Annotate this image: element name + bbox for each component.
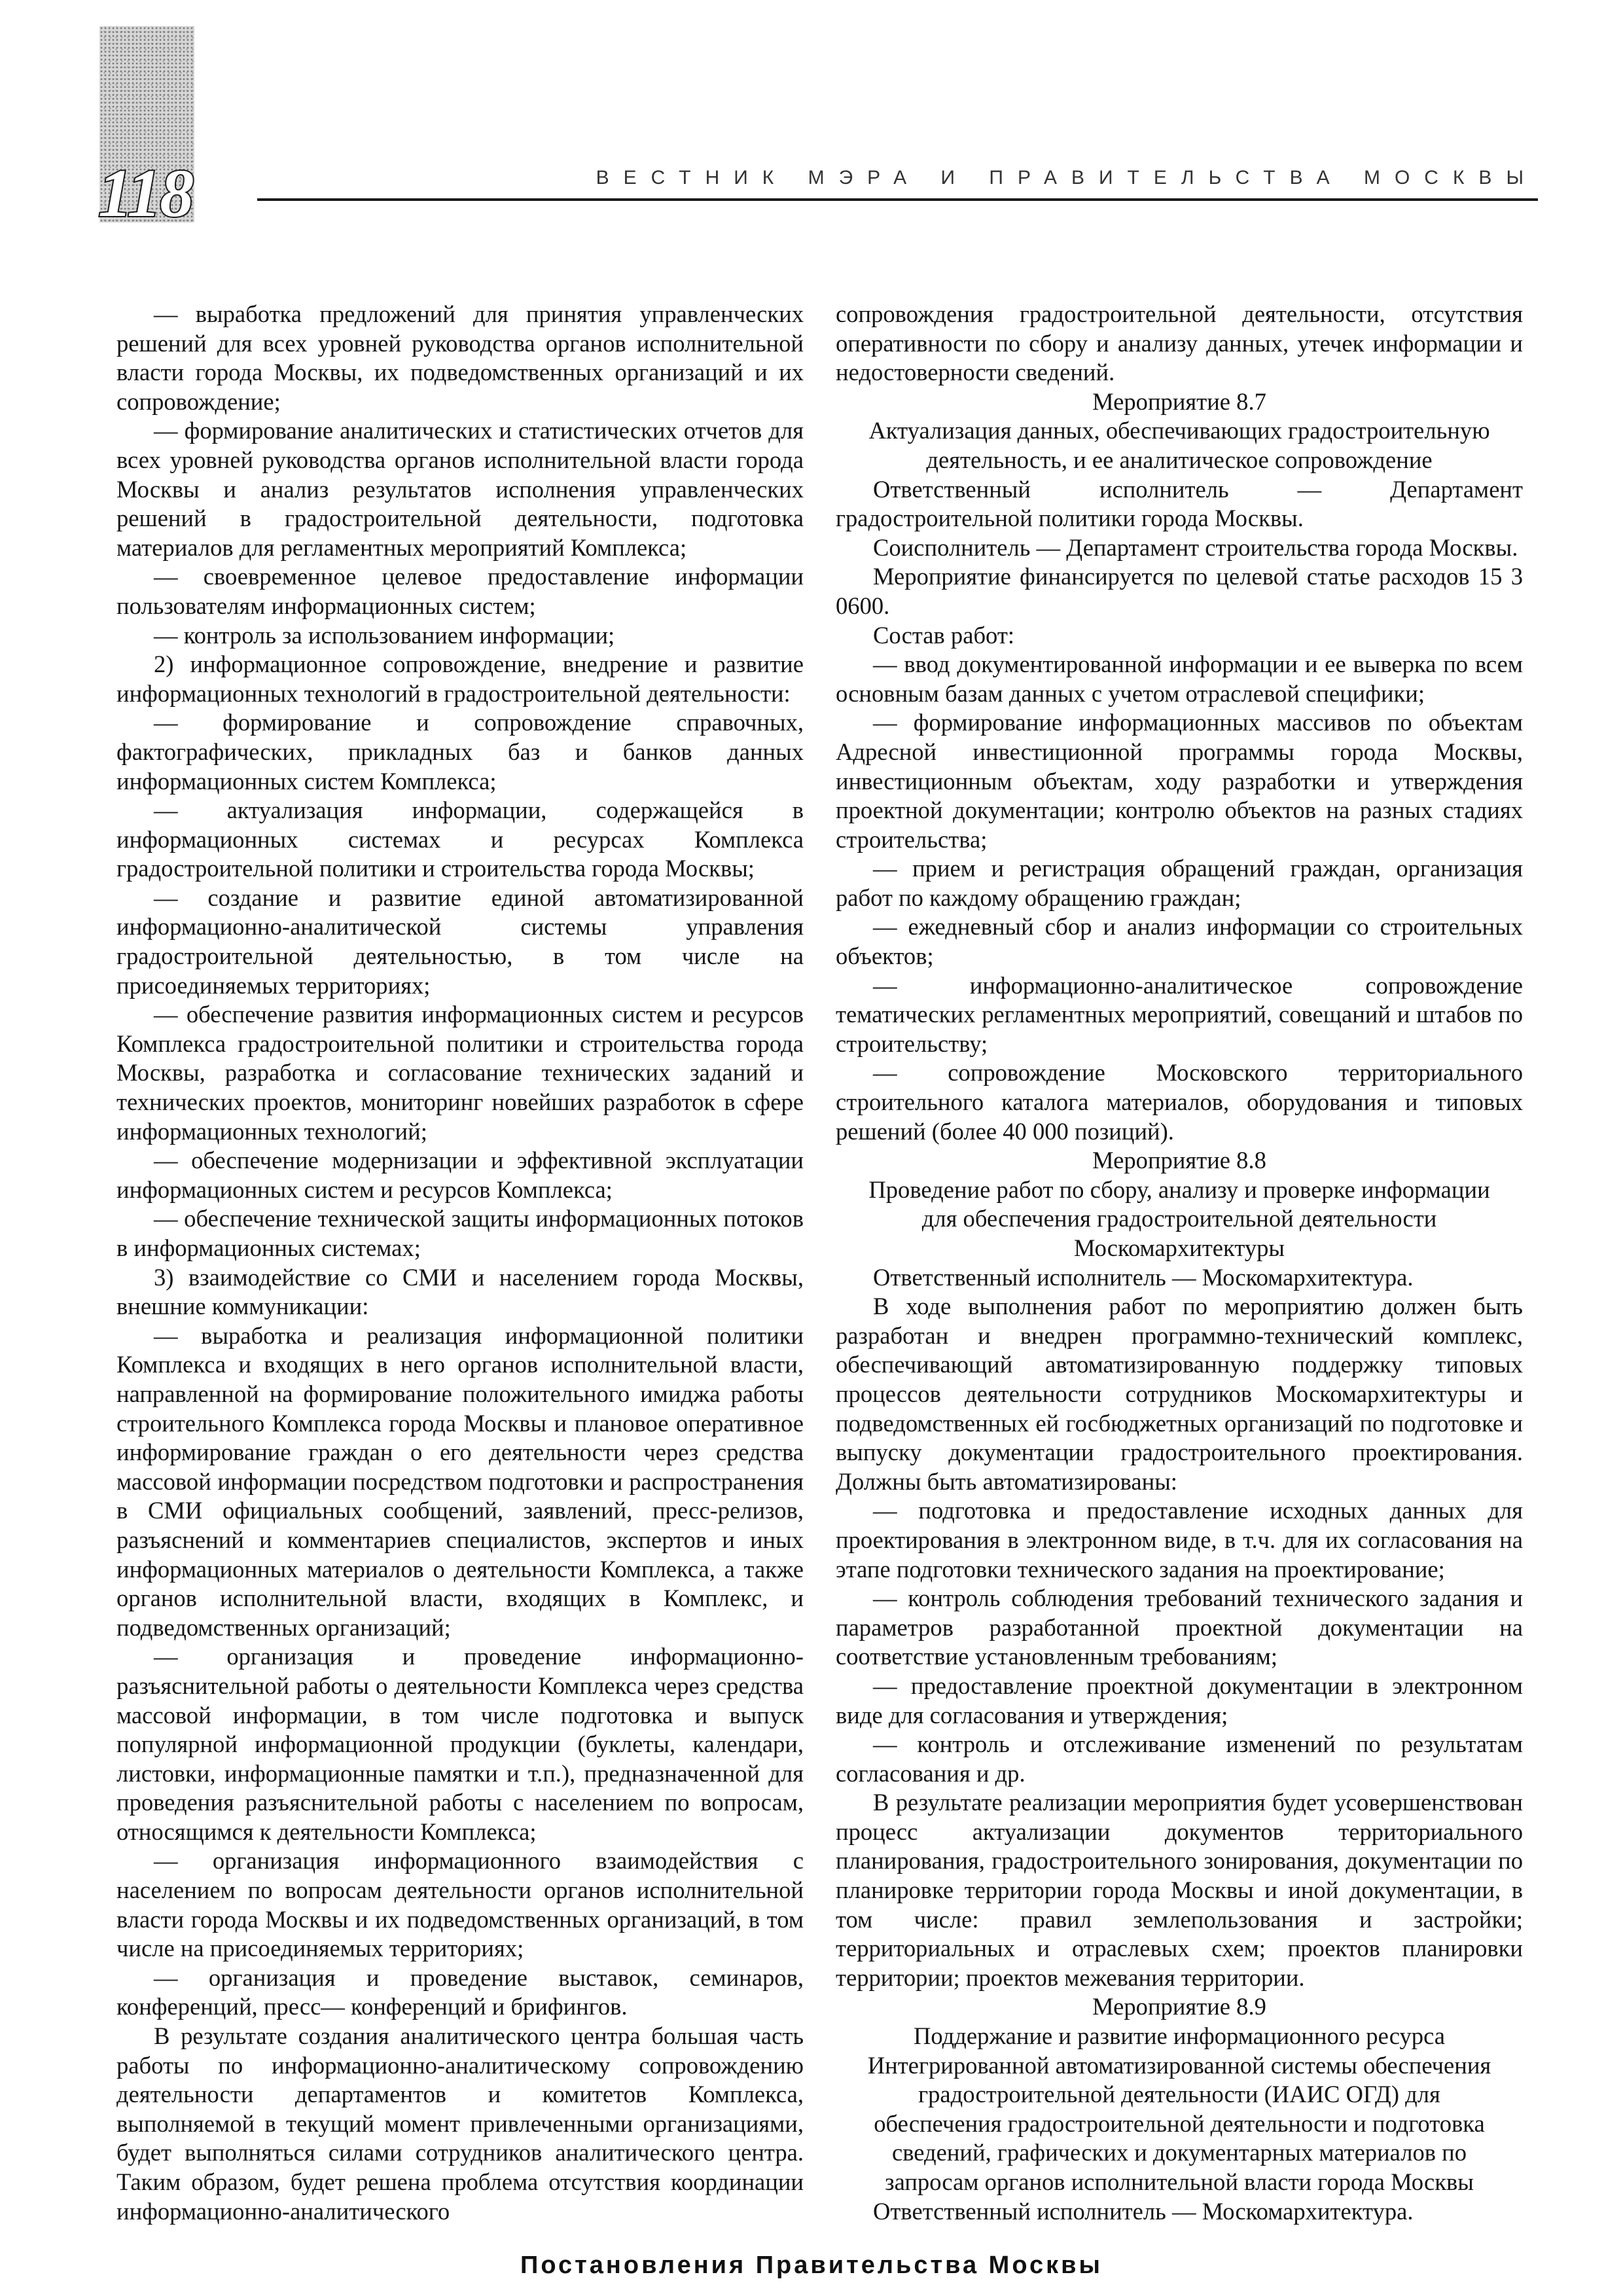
paragraph: В ходе выполнения работ по мероприятию должен быть разработан и внедрен программно-технический комплекс, обеспечивающий автоматизированную поддержку типовых процессов деятельности сотрудников Москомархитектуры и подведомственных ей госбюджетных организаций по подготовке и выпуску документации градостроительного проектирования. Должны быть автоматизированы: — [836, 1293, 1523, 1495]
header-divider — [257, 198, 1538, 201]
responsible-executor: Ответственный исполнитель — Москомархитектура. — [873, 1263, 1414, 1291]
paragraph: — организация информационного взаимодействия с населением по вопросам деятельности органов исполнительной власти города Москвы и их подведомственных организаций, в том числе на присоединяемых территориях; — [116, 1847, 804, 1962]
paragraph: — создание и развитие единой автоматизированной информационно-аналитической системы управления градостроительной деятельностью, в том числе на присоединяемых территориях; — [116, 884, 804, 999]
list-item: — ввод документированной информации и ее выверка по всем основным базам данных с учетом отраслевой специфики; — [836, 651, 1523, 707]
list-item: — сопровождение Московского территориального строительного каталога материалов, оборудования и типовых решений (более 40 000 позиций). — [836, 1059, 1523, 1145]
paragraph: — формирование и сопровождение справочных, фактографических, прикладных баз и банков данных информационных систем Комплекса; — [116, 709, 804, 795]
list-item: — предоставление проектной документации в электронном виде для согласования и утверждения; — [836, 1672, 1523, 1729]
co-executor: Соисполнитель — Департамент строительства города Москвы. — [873, 533, 1518, 561]
paragraph: — выработка и реализация информационной политики Комплекса и входящих в него органов исполнительной власти, направленной на формирование положительного имиджа работы строительного Комплекса города Москвы и плановое оперативное информирование граждан о его деятельности через средства массовой информации посредством подготовки и распространения в СМИ официальных сообщений, заявлений, пресс-релизов, разъяснений и комментариев специалистов, экспертов и иных информационных материалов о деятельности Комплекса, а также органов исполнительной власти, входящих в Комплекс, и подведомственных организаций; — [116, 1321, 804, 1641]
paragraph: В результате создания аналитического центра большая часть работы по информационно-аналитическому сопровождению деятельности департаментов и комитетов Комплекса, выполняемой в текущий момент привлеченными организациями, будет выполняться силами сотрудников аналитического центра. Таким образом, будет решена проблема отсутствия координации информационно-аналитического — [116, 2022, 804, 2225]
paragraph: — обеспечение технической защиты информационных потоков в информационных системах; — [116, 1205, 804, 1261]
paragraph: — организация и проведение выставок, семинаров, конференций, пресс— конференций и брифингов. — [116, 1964, 804, 2020]
paragraph: сопровождения градостроительной деятельности, отсутствия оперативности по сбору и анализу данных, утечек информации и недостоверности сведений. — [836, 300, 1523, 386]
measure-label: Мероприятие 8.9 — [1092, 1993, 1266, 2020]
list-item: — подготовка и предоставление исходных данных для проектирования в электронном виде, в т.ч. для их согласования на этапе подготовки технического задания на проектирование; — [836, 1497, 1523, 1583]
paragraph: — актуализация информации, содержащейся в информационных системах и ресурсах Комплекса градостроительной политики и строительства города Москвы; — [116, 797, 804, 882]
paragraph: 2) информационное сопровождение, внедрение и развитие информационных технологий в градостроительной деятельности: — [116, 651, 804, 707]
journal-title: ВЕСТНИК МЭРА И ПРАВИТЕЛЬСТВА МОСКВЫ — [596, 167, 1538, 188]
paragraph: — обеспечение развития информационных систем и ресурсов Комплекса градостроительной политики и строительства города Москвы, разработка и согласование технических заданий и технических проектов, мониторинг новейших разработок в сфере информационных технологий; — [116, 1001, 804, 1145]
measure-label: Мероприятие 8.7 — [1092, 387, 1266, 415]
right-column — [836, 300, 1523, 2226]
footer-title: Постановления Правительства Москвы — [520, 2251, 1103, 2279]
responsible-executor: Ответственный исполнитель — Москомархитектура. — [873, 2197, 1414, 2225]
paragraph: — формирование аналитических и статистических отчетов для всех уровней руководства органов исполнительной власти города Москвы и анализ результатов исполнения управленческих решений в градостроительной деятельности, подготовка материалов для регламентных мероприятий Комплекса; — [116, 417, 804, 561]
paragraph: — организация и проведение информационно-разъяснительной работы о деятельности Комплекса через средства массовой информации, в том числе подготовка и выпуск популярной информационной продукции (буклеты, календари, листовки, информационные памятки и т.п.), предназначенной для проведения разъяснительной работы с населением по вопросам, относящимся к деятельности Комплекса; — [116, 1643, 804, 1845]
paragraph: 3) взаимодействие со СМИ и населением города Москвы, внешние коммуникации: — [116, 1263, 804, 1320]
measure-label: Мероприятие 8.8 — [1092, 1147, 1266, 1174]
list-item: — информационно-аналитическое сопровождение тематических регламентных мероприятий, совещаний и штабов по строительству; — [836, 971, 1523, 1057]
paragraph: — выработка предложений для принятия управленческих решений для всех уровней руководства органов исполнительной власти города Москвы, их подведомственных организаций и их сопровождение; — [116, 300, 804, 415]
measure-title: Поддержание и развитие информационного ресурса Интегрированной автоматизированной системы обеспечения градостроительной деятельности (ИАИС ОГД) для обеспечения градостроительной деятельности и подготовка сведений, графических и документарных материалов по запросам органов исполнительной власти города Москвы — [867, 2022, 1491, 2195]
responsible-executor: Ответственный исполнитель — Департамент градостроительной политики города Москвы. — [836, 475, 1523, 532]
works-heading: Состав работ: — [873, 621, 1015, 649]
left-column — [116, 300, 804, 2226]
list-item: — прием и регистрация обращений граждан, организация работ по каждому обращению граждан; — [836, 855, 1523, 911]
page-number: 118 — [98, 156, 193, 231]
financing-note: Мероприятие финансируется по целевой статье расходов 15 3 0600. — [836, 563, 1523, 619]
list-item: — формирование информационных массивов по объектам Адресной инвестиционной программы города Москвы, инвестиционным объектам, ходу разработки и утверждения проектной документации; контролю объектов на разных стадиях строительства; — [836, 709, 1523, 853]
paragraph: — своевременное целевое предоставление информации пользователям информационных систем; — [116, 563, 804, 619]
paragraph: В результате реализации мероприятия будет усовершенствован процесс актуализации документов территориального планирования, градостроительного зонирования, документации по планировке территории города Москвы и иной документации, в том числе: правил землепользования и застройки; территориальных и отраслевых схем; проектов планировки территории; проектов межевания территории. — [836, 1789, 1523, 1991]
list-item: — контроль и отслеживание изменений по результатам согласования и др. — [836, 1731, 1523, 1787]
list-item: — контроль соблюдения требований технического задания и параметров разработанной проектной документации на соответствие установленным требованиям; — [836, 1585, 1523, 1670]
measure-title: Актуализация данных, обеспечивающих градостроительную деятельность, и ее аналитическое сопровождение — [868, 417, 1490, 473]
paragraph: — обеспечение модернизации и эффективной эксплуатации информационных систем и ресурсов Комплекса; — [116, 1147, 804, 1203]
paragraph: — контроль за использованием информации; — [154, 621, 615, 649]
measure-title: Проведение работ по сбору, анализу и проверке информации для обеспечения градостроительной деятельности Москомархитектуры — [868, 1175, 1490, 1261]
list-item: — ежедневный сбор и анализ информации со строительных объектов; — [836, 913, 1523, 970]
